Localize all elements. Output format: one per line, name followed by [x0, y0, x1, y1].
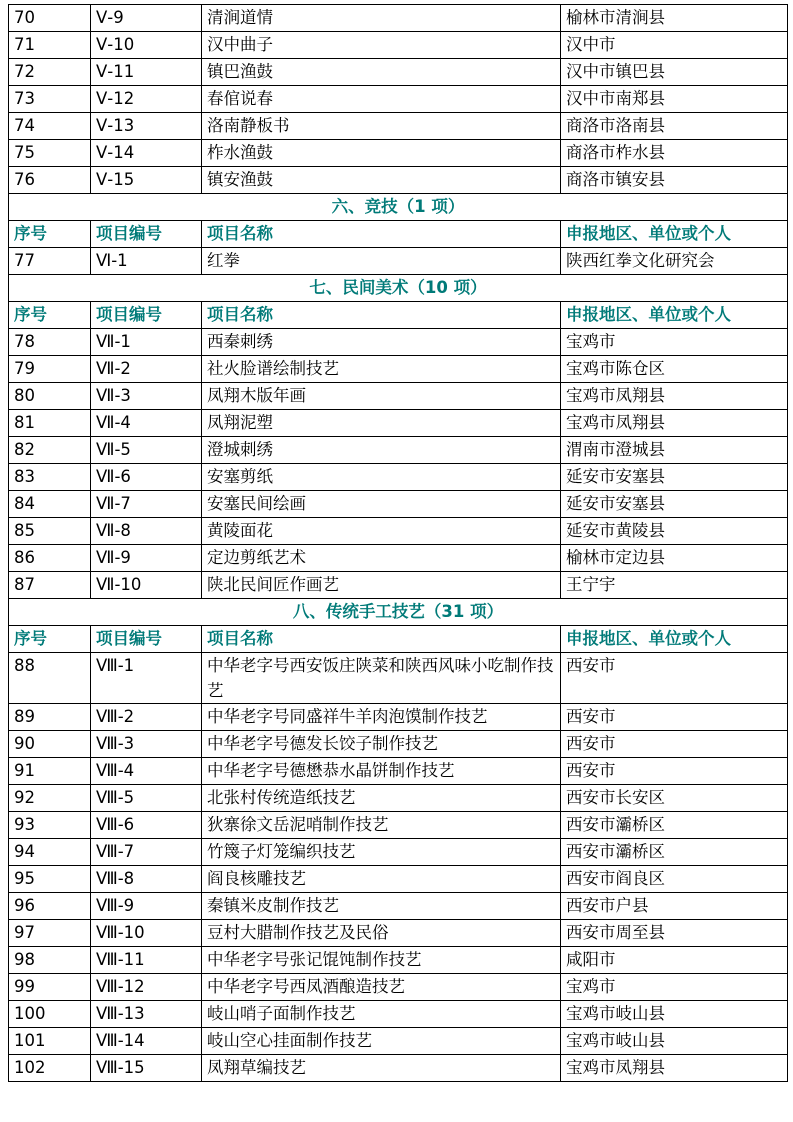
item-name: 定边剪纸艺术 [202, 545, 561, 572]
applicant: 咸阳市 [561, 947, 788, 974]
item-name: 黄陵面花 [202, 518, 561, 545]
column-header: 项目名称 [202, 302, 561, 329]
applicant: 宝鸡市岐山县 [561, 1001, 788, 1028]
row-index: 86 [9, 545, 91, 572]
table-row [9, 32, 788, 59]
column-header: 项目名称 [202, 626, 561, 653]
table-row [9, 383, 788, 410]
applicant: 西安市 [561, 704, 788, 731]
applicant: 西安市阎良区 [561, 866, 788, 893]
item-name: 豆村大腊制作技艺及民俗 [202, 920, 561, 947]
table-row [9, 839, 788, 866]
header-row [9, 626, 788, 653]
row-index: 78 [9, 329, 91, 356]
item-name: 北张村传统造纸技艺 [202, 785, 561, 812]
row-index: 81 [9, 410, 91, 437]
table-row [9, 866, 788, 893]
applicant: 渭南市澄城县 [561, 437, 788, 464]
applicant: 汉中市南郑县 [561, 86, 788, 113]
item-code: Ⅶ-10 [91, 572, 202, 599]
item-name: 清涧道情 [202, 5, 561, 32]
section-title: 六、竞技（1 项） [9, 194, 788, 221]
row-index: 80 [9, 383, 91, 410]
item-name: 镇巴渔鼓 [202, 59, 561, 86]
row-index: 93 [9, 812, 91, 839]
applicant: 汉中市镇巴县 [561, 59, 788, 86]
applicant: 延安市黄陵县 [561, 518, 788, 545]
column-header: 申报地区、单位或个人 [561, 221, 788, 248]
row-index: 98 [9, 947, 91, 974]
column-header: 项目名称 [202, 221, 561, 248]
row-index: 70 [9, 5, 91, 32]
item-code: Ⅶ-5 [91, 437, 202, 464]
section-title: 八、传统手工技艺（31 项） [9, 599, 788, 626]
applicant: 商洛市洛南县 [561, 113, 788, 140]
item-name: 陕北民间匠作画艺 [202, 572, 561, 599]
table-row [9, 86, 788, 113]
applicant: 宝鸡市陈仓区 [561, 356, 788, 383]
row-index: 84 [9, 491, 91, 518]
item-code: Ⅷ-15 [91, 1055, 202, 1082]
applicant: 西安市户县 [561, 893, 788, 920]
applicant: 宝鸡市 [561, 974, 788, 1001]
item-code: Ⅷ-5 [91, 785, 202, 812]
item-name: 安塞剪纸 [202, 464, 561, 491]
applicant: 宝鸡市凤翔县 [561, 1055, 788, 1082]
row-index: 91 [9, 758, 91, 785]
applicant: 榆林市定边县 [561, 545, 788, 572]
item-code: Ⅷ-4 [91, 758, 202, 785]
item-code: Ⅷ-8 [91, 866, 202, 893]
item-code: Ⅴ-15 [91, 167, 202, 194]
row-index: 96 [9, 893, 91, 920]
table-row [9, 1028, 788, 1055]
table-row [9, 140, 788, 167]
item-name: 岐山哨子面制作技艺 [202, 1001, 561, 1028]
applicant: 汉中市 [561, 32, 788, 59]
table-row [9, 518, 788, 545]
item-name: 岐山空心挂面制作技艺 [202, 1028, 561, 1055]
item-name: 中华老字号西凤酒酿造技艺 [202, 974, 561, 1001]
item-code: Ⅷ-14 [91, 1028, 202, 1055]
item-name: 洛南静板书 [202, 113, 561, 140]
applicant: 宝鸡市 [561, 329, 788, 356]
item-code: Ⅶ-2 [91, 356, 202, 383]
row-index: 72 [9, 59, 91, 86]
applicant: 宝鸡市凤翔县 [561, 410, 788, 437]
row-index: 90 [9, 731, 91, 758]
item-code: Ⅷ-6 [91, 812, 202, 839]
row-index: 73 [9, 86, 91, 113]
table-row [9, 545, 788, 572]
table-body [9, 5, 788, 1082]
table-row [9, 113, 788, 140]
header-row [9, 302, 788, 329]
item-name: 秦镇米皮制作技艺 [202, 893, 561, 920]
item-name: 西秦刺绣 [202, 329, 561, 356]
table-row [9, 437, 788, 464]
column-header: 序号 [9, 221, 91, 248]
heritage-list [8, 4, 787, 1082]
table-row [9, 464, 788, 491]
row-index: 74 [9, 113, 91, 140]
table-row [9, 167, 788, 194]
item-code: Ⅷ-9 [91, 893, 202, 920]
item-name: 凤翔木版年画 [202, 383, 561, 410]
item-name: 中华老字号德懋恭水晶饼制作技艺 [202, 758, 561, 785]
item-code: Ⅴ-11 [91, 59, 202, 86]
item-code: Ⅶ-7 [91, 491, 202, 518]
heritage-table [8, 4, 788, 1082]
applicant: 王宁宇 [561, 572, 788, 599]
row-index: 79 [9, 356, 91, 383]
table-row [9, 653, 788, 704]
table-row [9, 893, 788, 920]
item-code: Ⅷ-13 [91, 1001, 202, 1028]
row-index: 92 [9, 785, 91, 812]
column-header: 序号 [9, 626, 91, 653]
item-code: Ⅷ-7 [91, 839, 202, 866]
row-index: 76 [9, 167, 91, 194]
applicant: 榆林市清涧县 [561, 5, 788, 32]
section-title-row [9, 194, 788, 221]
table-row [9, 731, 788, 758]
section-title-row [9, 599, 788, 626]
row-index: 95 [9, 866, 91, 893]
item-code: Ⅷ-11 [91, 947, 202, 974]
row-index: 75 [9, 140, 91, 167]
row-index: 83 [9, 464, 91, 491]
applicant: 商洛市柞水县 [561, 140, 788, 167]
item-code: Ⅷ-10 [91, 920, 202, 947]
table-row [9, 704, 788, 731]
applicant: 西安市 [561, 731, 788, 758]
table-row [9, 812, 788, 839]
item-code: Ⅶ-8 [91, 518, 202, 545]
applicant: 延安市安塞县 [561, 464, 788, 491]
item-name: 中华老字号张记馄饨制作技艺 [202, 947, 561, 974]
item-name: 中华老字号同盛祥牛羊肉泡馍制作技艺 [202, 704, 561, 731]
row-index: 85 [9, 518, 91, 545]
table-row [9, 491, 788, 518]
item-name: 柞水渔鼓 [202, 140, 561, 167]
applicant: 西安市灞桥区 [561, 812, 788, 839]
table-row [9, 785, 788, 812]
row-index: 94 [9, 839, 91, 866]
table-row [9, 1001, 788, 1028]
item-code: Ⅶ-1 [91, 329, 202, 356]
table-row [9, 947, 788, 974]
row-index: 101 [9, 1028, 91, 1055]
column-header: 申报地区、单位或个人 [561, 626, 788, 653]
item-code: Ⅷ-2 [91, 704, 202, 731]
item-code: Ⅶ-6 [91, 464, 202, 491]
item-name: 汉中曲子 [202, 32, 561, 59]
section-title-row [9, 275, 788, 302]
row-index: 77 [9, 248, 91, 275]
item-code: Ⅶ-4 [91, 410, 202, 437]
applicant: 宝鸡市凤翔县 [561, 383, 788, 410]
item-code: Ⅴ-9 [91, 5, 202, 32]
row-index: 99 [9, 974, 91, 1001]
item-name: 凤翔泥塑 [202, 410, 561, 437]
item-name: 狄寨徐文岳泥哨制作技艺 [202, 812, 561, 839]
column-header: 项目编号 [91, 221, 202, 248]
header-row [9, 221, 788, 248]
applicant: 西安市长安区 [561, 785, 788, 812]
column-header: 项目编号 [91, 302, 202, 329]
table-row [9, 5, 788, 32]
item-name: 春倌说春 [202, 86, 561, 113]
item-code: Ⅷ-12 [91, 974, 202, 1001]
row-index: 87 [9, 572, 91, 599]
item-name: 澄城刺绣 [202, 437, 561, 464]
item-code: Ⅴ-12 [91, 86, 202, 113]
row-index: 88 [9, 653, 91, 704]
row-index: 89 [9, 704, 91, 731]
table-row [9, 59, 788, 86]
item-code: Ⅴ-10 [91, 32, 202, 59]
table-row [9, 248, 788, 275]
table-row [9, 572, 788, 599]
table-row [9, 410, 788, 437]
applicant: 宝鸡市岐山县 [561, 1028, 788, 1055]
item-code: Ⅴ-14 [91, 140, 202, 167]
applicant: 陕西红拳文化研究会 [561, 248, 788, 275]
column-header: 序号 [9, 302, 91, 329]
applicant: 西安市 [561, 653, 788, 704]
item-name: 竹篾子灯笼编织技艺 [202, 839, 561, 866]
item-name: 凤翔草编技艺 [202, 1055, 561, 1082]
row-index: 82 [9, 437, 91, 464]
item-name: 镇安渔鼓 [202, 167, 561, 194]
item-code: Ⅷ-3 [91, 731, 202, 758]
table-row [9, 974, 788, 1001]
item-name: 阎良核雕技艺 [202, 866, 561, 893]
column-header: 申报地区、单位或个人 [561, 302, 788, 329]
table-row [9, 920, 788, 947]
item-code: Ⅷ-1 [91, 653, 202, 704]
applicant: 延安市安塞县 [561, 491, 788, 518]
row-index: 97 [9, 920, 91, 947]
item-name: 红拳 [202, 248, 561, 275]
column-header: 项目编号 [91, 626, 202, 653]
item-code: Ⅶ-3 [91, 383, 202, 410]
item-name: 中华老字号德发长饺子制作技艺 [202, 731, 561, 758]
section-title: 七、民间美术（10 项） [9, 275, 788, 302]
table-row [9, 1055, 788, 1082]
table-row [9, 758, 788, 785]
applicant: 西安市灞桥区 [561, 839, 788, 866]
item-name: 社火脸谱绘制技艺 [202, 356, 561, 383]
applicant: 西安市周至县 [561, 920, 788, 947]
row-index: 71 [9, 32, 91, 59]
row-index: 100 [9, 1001, 91, 1028]
row-index: 102 [9, 1055, 91, 1082]
item-code: Ⅶ-9 [91, 545, 202, 572]
table-row [9, 356, 788, 383]
item-name: 安塞民间绘画 [202, 491, 561, 518]
item-name: 中华老字号西安饭庄陕菜和陕西风味小吃制作技艺 [202, 653, 561, 704]
table-row [9, 329, 788, 356]
item-code: Ⅴ-13 [91, 113, 202, 140]
item-code: Ⅵ-1 [91, 248, 202, 275]
applicant: 商洛市镇安县 [561, 167, 788, 194]
applicant: 西安市 [561, 758, 788, 785]
